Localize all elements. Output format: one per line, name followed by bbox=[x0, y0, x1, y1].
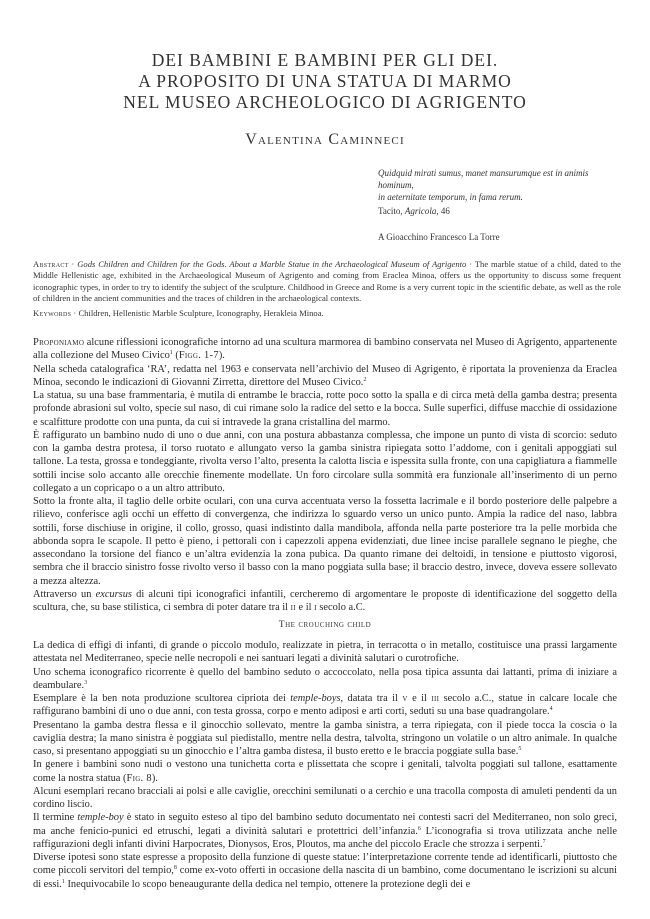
text-run: Attraverso un bbox=[33, 588, 96, 600]
epigraph-source bbox=[378, 205, 628, 217]
epigraph bbox=[378, 167, 628, 243]
text-run: In genere i bambini sono nudi o vestono una tunichetta corta e plissettata che scopre i genitali, talvolta poggiati sul tallone, esattamente come la nostra statua ( bbox=[33, 759, 617, 784]
text-run: ). bbox=[151, 772, 158, 784]
paragraph bbox=[33, 666, 617, 693]
epigraph-chapter: , 46 bbox=[436, 206, 450, 216]
century-numeral: i bbox=[314, 602, 317, 613]
epigraph-work: Agricola bbox=[404, 206, 437, 216]
italic-term: temple-boys bbox=[290, 693, 341, 704]
keywords-text: · Children, Hellenistic Marble Sculpture, Iconography, Herakleia Minoa. bbox=[71, 308, 324, 318]
text-run: Uno schema iconografico ricorrente è quello del bambino seduto o accoccolato, nella posa tipica assunta dai lattanti, prima di iniziare a deambulare. bbox=[33, 666, 617, 691]
footnote-ref: 1 bbox=[169, 350, 173, 357]
text-run: Diverse ipotesi sono state espresse a proposito della funzione di queste statue: l’interpretazione corrente tende ad identificarli, piuttosto che come piccoli servitori del tempio, bbox=[33, 852, 617, 877]
text-run: Nella scheda catalografica ‘RA’, redatta nel 1963 e conservata nell’archivio del Museo di Agrigento, è riportata la provenienza da Eraclea Minoa, secondo le indicazioni di Giovanni Zirretta, direttore del Museo Civico. bbox=[33, 363, 617, 388]
italic-term: excursus bbox=[95, 588, 132, 600]
epigraph-line-1: Quidquid mirati sumus, manet mansurumque est in animis bbox=[378, 168, 589, 178]
text-run: ). bbox=[218, 350, 225, 362]
paragraph bbox=[33, 719, 617, 759]
author-name: Valentina Caminneci bbox=[245, 131, 405, 148]
text-run: è stato in seguito esteso al tipo del bambino seduto documentato nei contesti sacri del Mediterraneo, non solo greci, ma anche fenicio-punici ed etruschi, legati a divinità salutari e protettrici dell’infanzia. bbox=[33, 812, 617, 837]
text-run: e il bbox=[295, 602, 315, 613]
section-heading: The crouching child bbox=[278, 619, 372, 630]
text-run: alcune riflessioni iconografiche intorno ad una scultura marmorea di bambino conservata nel Museo di Agrigento, appartenente alla collezione del Museo Civico bbox=[33, 337, 617, 362]
footnote-ref: 3 bbox=[84, 679, 88, 686]
text-run: Inequivocabile lo scopo beneaugurante della dedica nel tempio, ottenere la protezione degli dei e bbox=[64, 878, 471, 890]
century-numeral: iii bbox=[431, 693, 440, 704]
paragraph bbox=[33, 363, 617, 390]
paragraph: Sotto la fronte alta, il taglio delle orbite oculari, con una curva accentuata verso la fossetta lacrimale e il bordo posteriore delle palpebre a rilievo, conferisce agli occhi un effetto di convergenza, che indirizza lo sguardo verso un unico punto. Ampia la radice del naso, labbra sottili, forse dischiuse in origine, il collo, grosso, quasi indistinto dalla mandibola, affonda nella parte posteriore tra la pelle morbida che abbonda sopra le scapole. Il petto è pieno, i pettorali con i capezzoli appena evidenziati, due linee incise parallele segnano le pieghe, che assecondano la torsione del fianco e un’altra evidenzia la zona pubica. Da quanto rimane dei deltoidi, in tensione e piuttosto vigorosi, sembra che il braccio sinistro fosse rivolto verso il basso con la mano poggiata sulla base; il braccio destro, invece, doveva essere sollevato a mezza altezza. bbox=[33, 496, 617, 587]
abstract-text: · The marble statue of a child, dated to the Middle Hellenistic age, exhibited in the Archaeological Museum of Agrigento and coming from Eraclea Minoa, offers us the opportunity to discuss some frequent iconographic types, in order to try to identify the subject of the sculpture. Childhood in Greece and Rome is a very current topic in the scientific debate, as well as the role of children in the ancient communities and the traces of children in the archaeological contexts. bbox=[33, 259, 621, 304]
footnote-ref: 7 bbox=[542, 838, 546, 845]
paragraph bbox=[33, 692, 617, 719]
text-run: secolo a.C. bbox=[316, 602, 366, 613]
text-run: e il bbox=[407, 693, 432, 704]
figure-ref: Fig. 8 bbox=[126, 772, 152, 784]
text-run: come ex-voto offerti in occasione della nascita di un bambino, come documentano le iscrizioni su alcuni di essi. bbox=[33, 865, 617, 890]
text-run: L’iconografia si trova utilizzata anche nelle raffigurazioni degli infanti divini Harpocrates, Dionysos, Eros, Ploutos, ma anche del piccolo Eracle che strozza i serpenti. bbox=[33, 825, 617, 850]
text-run: , datata tra il bbox=[340, 693, 403, 704]
paragraph bbox=[33, 588, 617, 615]
text-run: Presentano la gamba destra flessa e il ginocchio sollevato, mentre la gamba sinistra, a terra ripiegata, con il piede tocca la coscia o la caviglia destra; la mano sinistra è poggiata sul piedistallo, mentre nella destra, talvolta, stringono un volatile o un altro animale. In qualche caso, si presentano appoggiati su un ginocchio e l’altra gamba distesa, il busto eretto e le braccia poggiate sulla base. bbox=[33, 719, 617, 757]
paragraph bbox=[33, 851, 617, 891]
figure-ref: Figg. 1-7 bbox=[178, 350, 219, 362]
lead-word: Proponiamo bbox=[33, 337, 85, 348]
paragraph: È raffigurato un bambino nudo di uno o due anni, con una postura abbastanza complessa, che impone un punto di vista di scorcio: seduto con la gamba destra protesa, il torso ruotato e allungato verso la gamba sinistra ripiegata sotto l’addome, con i genitali appoggiati sul tallone. La testa, grossa e tondeggiante, rivolta verso l’alto, presenta la calotta liscia e ispessita sulla fronte, con una capigliatura a fiammelle sottili incise solo accanto alle orecchie finemente modellate. Un foro circolare sulla sommità era funzionale all’inserimento di un perno collegato a un copricapo o a un altro attributo. bbox=[33, 429, 617, 494]
abstract-sep: · bbox=[68, 259, 78, 269]
footnote-ref: 4 bbox=[549, 706, 553, 713]
keywords-label: Keywords bbox=[33, 308, 72, 318]
text-run: Il termine bbox=[33, 812, 78, 824]
century-numeral: v bbox=[402, 693, 408, 704]
abstract-label: Abstract bbox=[33, 259, 69, 269]
text-run: secolo a.C., statue in calcare locale che raffigurano bambini di uno o due anni, con testa grossa, corpo e mento adiposi e arti corti, seduti su una base quadrangolare. bbox=[33, 693, 617, 718]
text-run: di alcuni tipi iconografici infantili, cercheremo di argomentare le proposte di identificazione del soggetto della scultura, che, su base stilistica, ci sembra di poter datare tra il bbox=[33, 588, 617, 613]
title-line-3: NEL MUSEO ARCHEOLOGICO DI AGRIGENTO bbox=[123, 92, 527, 112]
epigraph-line-2: hominum, bbox=[378, 180, 414, 190]
paragraph: Alcuni esemplari recano bracciali ai polsi e alle caviglie, orecchini semilunati o a cerchio e una tracolla composta di amuleti pendenti da un cordino liscio. bbox=[33, 785, 617, 810]
footnote-ref: 2 bbox=[363, 376, 367, 383]
paragraph bbox=[33, 336, 617, 363]
abstract-title: Gods Children and Children for the Gods. About a Marble Statue in the Archaeological Museum of Agrigento bbox=[77, 259, 467, 269]
body-text-section bbox=[33, 639, 617, 891]
title-line-2: A PROPOSITO DI UNA STATUA DI MARMO bbox=[138, 71, 512, 91]
century-numeral: ii bbox=[290, 602, 296, 613]
paragraph bbox=[33, 811, 617, 851]
footnote-ref: 1 bbox=[61, 878, 65, 885]
dedication: A Gioacchino Francesco La Torre bbox=[378, 232, 500, 242]
text-run: ( bbox=[172, 350, 179, 362]
title-line-1: DEI BAMBINI E BAMBINI PER GLI DEI. bbox=[151, 50, 499, 70]
epigraph-line-3: in aeternitate temporum, in fama rerum. bbox=[378, 192, 523, 202]
footnote-ref: 5 bbox=[518, 746, 522, 752]
footnote-ref: 8 bbox=[173, 865, 177, 872]
epigraph-author: Tacito, bbox=[378, 206, 405, 216]
abstract bbox=[33, 259, 621, 305]
body-text-intro bbox=[33, 336, 617, 614]
footnote-ref: 6 bbox=[417, 825, 421, 832]
article-title bbox=[0, 50, 650, 113]
italic-term: temple-boy bbox=[77, 812, 124, 824]
keywords bbox=[33, 308, 621, 319]
paragraph: La dedica di effigi di infanti, di grande o piccolo modulo, realizzate in pietra, in terracotta o in metallo, costituisce una prassi largamente attestata nel Mediterraneo, specie nelle necropoli e nei santuari legati a divinità salutari o curotrofiche. bbox=[33, 640, 617, 665]
paragraph: La statua, su una base frammentaria, è mutila di entrambe le braccia, rotte poco sotto la spalla e di circa metà della gamba destra; presenta profonde abrasioni sul volto, specie sul naso, di cui rimane solo la radice del setto e la bocca. Sulle superfici, diffuse macchie di ossidazione e scalfitture prodotte con una punta, da cui si intravede la grana cristallina del marmo. bbox=[33, 390, 617, 428]
paragraph bbox=[33, 758, 617, 785]
text-run: Esemplare è la ben nota produzione scultorea cipriota dei bbox=[33, 693, 291, 704]
